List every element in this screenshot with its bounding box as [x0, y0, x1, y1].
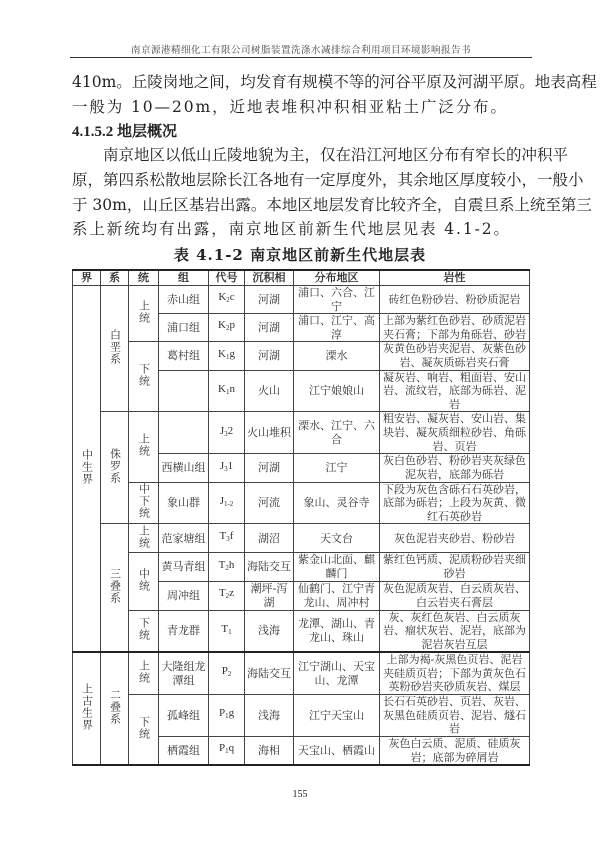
group-cell [159, 370, 209, 412]
group-cell: 范家塘组 [159, 524, 209, 553]
series-cell-text: 上统 [137, 299, 151, 324]
table-header-row [73, 270, 530, 286]
code-code: K [218, 291, 227, 304]
code-code: K [218, 347, 226, 360]
era-cell-text: 上古生界 [80, 682, 94, 731]
code-code: K [218, 382, 226, 395]
code-cell [209, 553, 245, 581]
series-cell-text: 中统 [137, 567, 151, 592]
code-code: K [218, 319, 226, 332]
code-cell [209, 695, 245, 737]
code-code: T [218, 558, 226, 571]
area-cell: 龙潭、湖山、青龙山、珠山 [294, 610, 380, 652]
code-cell [209, 652, 245, 694]
group-cell: 西横山组 [159, 454, 209, 482]
area-cell: 江宁湖山、天宝山、龙潭 [294, 652, 380, 694]
code-cell [209, 286, 245, 314]
code-sub: 2 [225, 324, 230, 333]
facies-cell: 河流 [245, 482, 294, 524]
system-cell [101, 286, 129, 412]
code-cell [209, 610, 245, 652]
code-code: P [218, 707, 226, 720]
code-sub: 1-2 [223, 499, 234, 508]
system-cell-text: 白垩系 [108, 328, 122, 365]
header-rule [70, 57, 532, 58]
series-cell-text: 上统 [137, 659, 151, 684]
area-cell: 天宝山、栖霞山 [294, 737, 380, 766]
table-row [73, 695, 530, 737]
lithology-cell: 砖红色粉砂岩、粉砂质泥岩 [380, 286, 530, 314]
facies-cell: 海陆交互 [245, 652, 294, 694]
series-cell [129, 286, 159, 342]
era-cell-text: 中生界 [80, 448, 94, 485]
running-header: 南京源港精细化工有限公司树脂装置洗涤水减排综合利用项目环境影响报告书 [130, 45, 471, 56]
strata-table [72, 269, 530, 766]
code-sub: 1 [225, 712, 229, 721]
system-cell [101, 652, 129, 765]
series-cell-text: 上统 [137, 433, 151, 458]
column-header: 界 [73, 270, 101, 286]
code-sub: 1 [225, 387, 230, 396]
lithology-cell: 灰色泥质灰岩、白云质灰岩、白云岩夹石膏层 [380, 581, 530, 610]
table-row [73, 286, 530, 314]
facies-cell: 湖沼 [245, 524, 294, 553]
paragraph-line: 一般为 10—20m，近地表堆积冲积相亚粘土广泛分布。 [72, 98, 508, 116]
lithology-cell: 灰色泥岩夹砂岩、粉砂岩 [380, 524, 530, 553]
area-cell: 溧水、江宁、六合 [294, 412, 380, 454]
column-header: 系 [101, 270, 129, 286]
era-cell [73, 652, 101, 765]
code-suf: f [229, 530, 234, 543]
column-header: 代号 [209, 270, 245, 286]
era-cell [73, 286, 101, 653]
lithology-cell: 灰、灰红色灰岩、白云质灰岩、瘤状灰岩、泥岩，底部为泥岩灰岩互层 [380, 610, 530, 652]
code-sub: 3 [224, 429, 228, 438]
code-sub: 1 [228, 627, 232, 636]
table-row [73, 342, 530, 370]
column-header: 沉积相 [245, 270, 294, 286]
code-cell [209, 412, 245, 454]
series-cell [129, 695, 159, 766]
code-sub: 3 [226, 535, 230, 544]
system-cell [101, 412, 129, 524]
code-cell [209, 342, 245, 370]
facies-cell: 浅海 [245, 695, 294, 737]
area-cell: 江宁娘娘山 [294, 370, 380, 412]
system-cell-text: 二叠系 [108, 688, 122, 725]
code-suf: p [229, 319, 235, 332]
group-cell: 赤山组 [159, 286, 209, 314]
lithology-cell: 粗安岩、凝灰岩、安山岩、集块岩、凝灰质细粒砂岩、角砾岩、页岩 [380, 412, 530, 454]
code-cell [209, 524, 245, 553]
system-cell-text: 侏罗系 [108, 448, 122, 485]
area-cell: 仙鹤门、江宁青龙山、周冲村 [294, 581, 380, 610]
facies-cell: 潮坪-泻湖 [245, 581, 294, 610]
area-cell: 天文台 [294, 524, 380, 553]
code-cell [209, 370, 245, 412]
facies-cell: 海陆交互 [245, 553, 294, 581]
area-cell: 浦口、六合、江宁 [294, 286, 380, 314]
table-row [73, 553, 530, 581]
column-header: 统 [129, 270, 159, 286]
lithology-cell: 长石石英砂岩、页岩、灰岩、灰黑色硅质页岩、泥岩、燧石岩 [380, 695, 530, 737]
code-sub: 2 [225, 563, 229, 572]
code-code: P [221, 665, 228, 678]
table-caption: 表 4.1-2 南京地区前新生代地层表 [173, 246, 427, 264]
code-suf: g [229, 347, 235, 360]
code-suf: 1 [227, 459, 234, 472]
code-suf: z [229, 587, 235, 600]
code-cell [209, 737, 245, 766]
code-cell [209, 454, 245, 482]
facies-cell: 河湖 [245, 454, 294, 482]
paragraph-line: 于 30m，山丘区基岩出露。本地区地层发育比较齐全，自震旦系上统至第三 [72, 196, 592, 214]
series-cell [129, 553, 159, 610]
group-cell: 葛村组 [159, 342, 209, 370]
facies-cell: 河湖 [245, 286, 294, 314]
group-cell: 栖霞组 [159, 737, 209, 766]
system-cell [101, 524, 129, 652]
code-cell [209, 314, 245, 342]
code-sub: 2 [227, 670, 232, 679]
code-suf: q [228, 742, 235, 755]
lithology-cell: 上部为褐-灰黑色页岩、泥岩夹硅质页岩；下部为黄灰色石英粉砂岩夹砂质灰岩、煤层 [380, 652, 530, 694]
facies-cell: 火山 [245, 370, 294, 412]
code-sub: 1 [225, 747, 229, 756]
area-cell: 紫金山北面、麒麟门 [294, 553, 380, 581]
table-row [73, 412, 530, 454]
series-cell-text: 上统 [137, 524, 151, 549]
area-cell: 象山、灵谷寺 [294, 482, 380, 524]
facies-cell: 浅海 [245, 610, 294, 652]
group-cell: 黄马青组 [159, 553, 209, 581]
group-cell: 象山群 [159, 482, 209, 524]
group-cell: 青龙群 [159, 610, 209, 652]
series-cell-text: 下统 [137, 617, 151, 642]
series-cell [129, 342, 159, 412]
code-sub: 2 [226, 296, 230, 305]
series-cell [129, 652, 159, 694]
code-cell [209, 581, 245, 610]
area-cell: 江宁天宝山 [294, 695, 380, 737]
paragraph-line: 南京地区以低山丘陵地貌为主，仅在沿江河地区分布有窄长的冲积平 [103, 146, 569, 164]
code-suf: g [228, 707, 235, 720]
paragraph-line: 原，第四系松散地层除长江各地有一定厚度外，其余地区厚度较小，一般小 [72, 171, 584, 189]
paragraph-line: 系上新统均有出露，南京地区前新生代地层见表 4.1-2。 [72, 220, 511, 238]
area-cell: 江宁 [294, 454, 380, 482]
area-cell: 溧水 [294, 342, 380, 370]
facies-cell: 河湖 [245, 342, 294, 370]
column-header: 分布地区 [294, 270, 380, 286]
code-sub: 3 [224, 464, 228, 473]
series-cell [129, 412, 159, 482]
lithology-cell: 灰色白云质、泥质、硅质灰岩；底部为碎屑岩 [380, 737, 530, 766]
facies-cell: 海相 [245, 737, 294, 766]
section-heading: 4.1.5.2 地层概况 [72, 124, 178, 140]
lithology-cell: 下段为灰色含砾石石英砂岩，底部为砾岩；上段为灰黄、微红石英砂岩 [380, 482, 530, 524]
code-code: T [219, 530, 227, 543]
series-cell [129, 524, 159, 553]
lithology-cell: 紫红色钙质、泥质粉砂岩夹细砂岩 [380, 553, 530, 581]
code-code: T [221, 622, 229, 635]
system-cell-text: 三叠系 [108, 568, 122, 604]
lithology-cell: 凝灰岩、响岩、粗面岩、安山岩、流纹岩，底部为砾岩、泥岩 [380, 370, 530, 412]
table-row [73, 652, 530, 694]
group-cell: 周冲组 [159, 581, 209, 610]
code-sub: 2 [225, 592, 230, 601]
series-cell [129, 482, 159, 524]
group-cell: 大隆组龙潭组 [159, 652, 209, 694]
table-row [73, 524, 530, 553]
series-cell-text: 中下统 [137, 483, 151, 520]
code-code: J [219, 424, 225, 437]
paragraph-line: 410m。丘陵岗地之间，均发育有规模不等的河谷平原及河湖平原。地表高程 [72, 73, 597, 91]
series-cell-text: 下统 [137, 715, 151, 740]
lithology-cell: 灰黄色砂岩夹泥岩、灰紫色砂岩、凝灰质砾岩夹石膏 [380, 342, 530, 370]
code-suf: n [229, 382, 235, 395]
lithology-cell: 上部为紫红色砂岩、砂质泥岩夹石膏；下部为角砾岩、砂岩 [380, 314, 530, 342]
group-cell: 浦口组 [159, 314, 209, 342]
code-suf: c [229, 291, 235, 304]
code-suf: h [228, 558, 235, 571]
group-cell: 孤峰组 [159, 695, 209, 737]
code-sub: 1 [225, 352, 230, 361]
area-cell: 浦口、江宁、高淳 [294, 314, 380, 342]
facies-cell: 火山堆积 [245, 412, 294, 454]
lithology-cell: 灰白色砂岩、粉砂岩夹灰绿色泥灰岩，底部为砾岩 [380, 454, 530, 482]
table-row [73, 610, 530, 652]
series-cell [129, 610, 159, 652]
code-cell [209, 482, 245, 524]
code-code: J [219, 494, 224, 507]
code-code: P [218, 742, 226, 755]
code-suf: 2 [227, 424, 234, 437]
page-number: 155 [292, 789, 308, 800]
group-cell [159, 412, 209, 454]
facies-cell: 河湖 [245, 314, 294, 342]
column-header: 组 [159, 270, 209, 286]
code-code: J [219, 459, 225, 472]
series-cell-text: 下统 [137, 363, 151, 388]
code-code: T [218, 587, 226, 600]
column-header: 岩性 [380, 270, 530, 286]
table-row [73, 482, 530, 524]
